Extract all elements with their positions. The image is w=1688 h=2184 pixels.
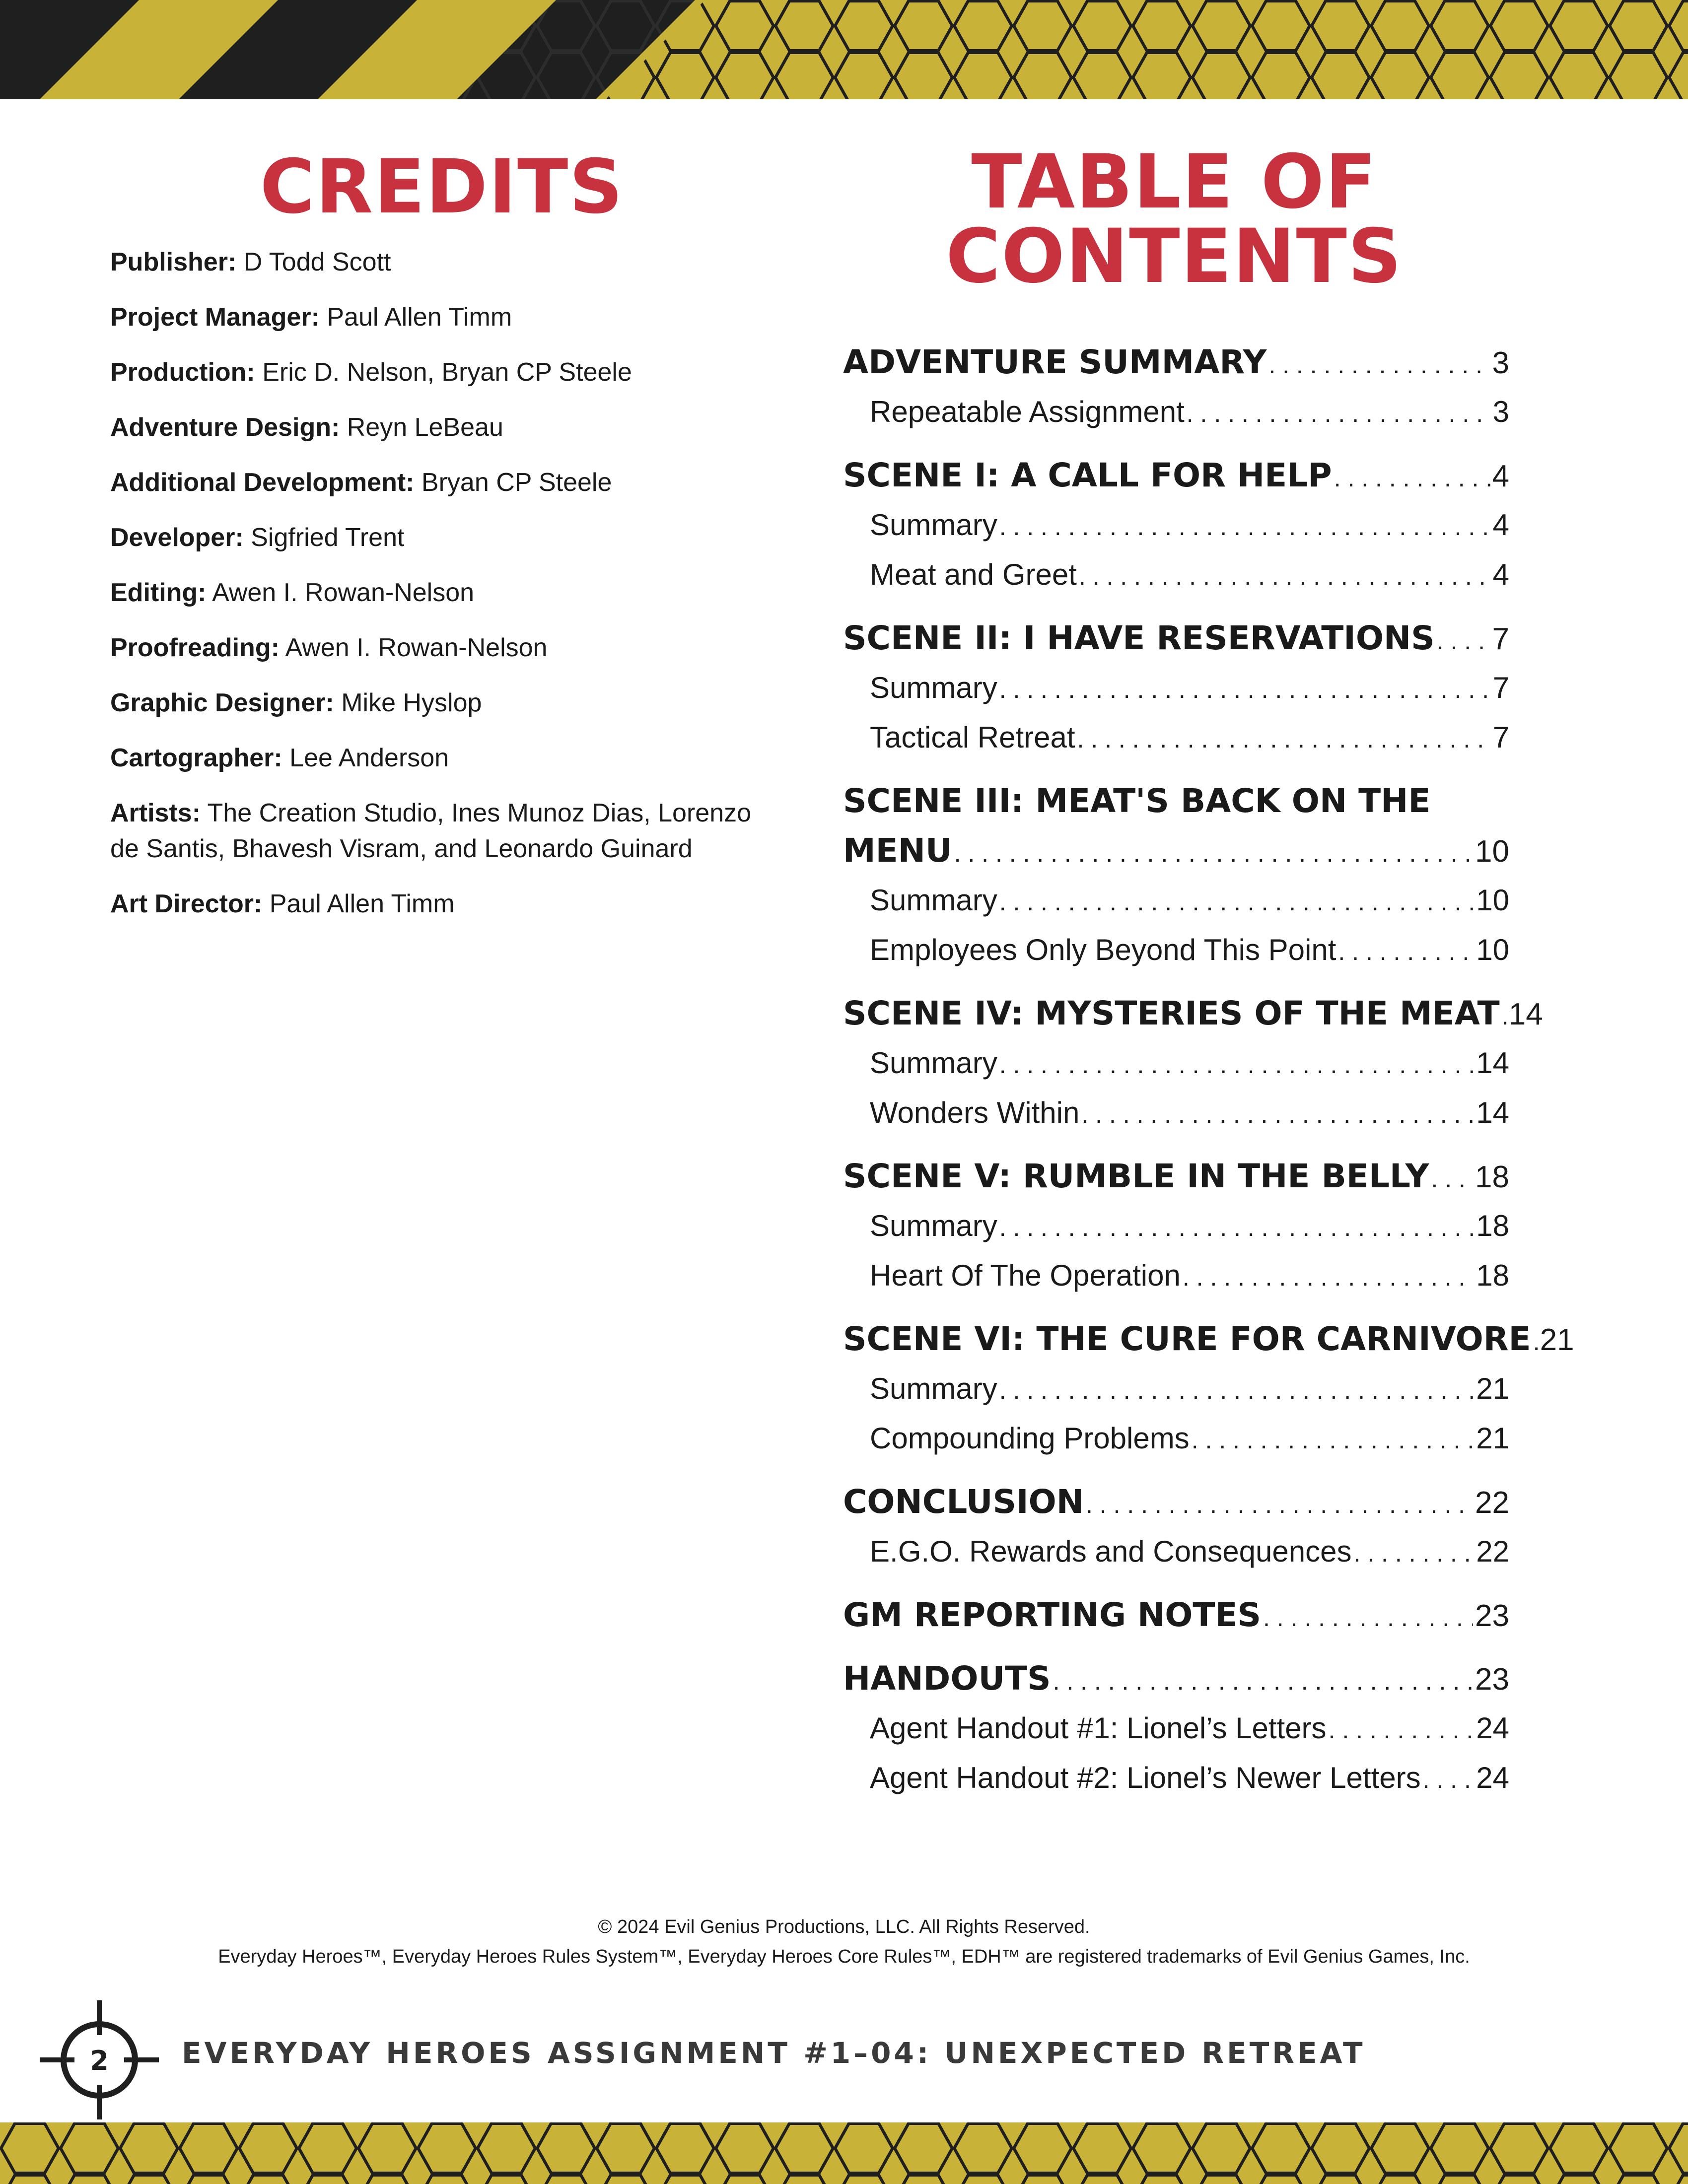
toc-entry-title: GM REPORTING NOTES <box>843 1596 1262 1634</box>
toc-entry-page: 7 <box>1492 622 1509 656</box>
footer-title: EVERYDAY HEROES ASSIGNMENT #1–04: UNEXPECTED RETREAT <box>182 2036 1366 2070</box>
toc-entry[interactable] <box>843 614 1509 663</box>
credit-item <box>110 630 775 666</box>
toc-entry-page: 24 <box>1476 1711 1509 1745</box>
toc-entry-title: Agent Handout #1: Lionel’s Letters <box>870 1711 1327 1745</box>
toc-entry-title: Repeatable Assignment <box>870 395 1185 428</box>
credit-role: Additional Development: <box>110 468 415 497</box>
toc-leader-dots <box>1437 616 1490 666</box>
toc-entry-page: 22 <box>1475 1486 1509 1520</box>
toc-entry-title: Summary <box>870 1046 997 1080</box>
toc-entry[interactable] <box>843 1152 1509 1201</box>
toc-entry-title: Summary <box>870 508 997 542</box>
page-number: 2 <box>90 2045 109 2076</box>
table-of-contents <box>843 338 1574 1803</box>
toc-entry-title: Employees Only Beyond This Point <box>870 933 1336 966</box>
toc-entry[interactable] <box>843 925 1509 975</box>
toc-leader-dots <box>1338 927 1474 976</box>
toc-entry-page: 21 <box>1540 1323 1574 1357</box>
credit-item <box>110 410 775 445</box>
toc-entry-title: Tactical Retreat <box>870 721 1075 754</box>
toc-leader-dots <box>1268 340 1490 390</box>
credit-item <box>110 465 775 500</box>
toc-leader-dots <box>1086 1480 1473 1529</box>
toc-heading-line2: CONTENTS <box>946 213 1403 300</box>
toc-entry-page: 23 <box>1475 1662 1509 1697</box>
toc-leader-dots <box>1533 1317 1538 1366</box>
toc-entry-title: Summary <box>870 1209 997 1242</box>
credit-item <box>110 244 775 280</box>
toc-entry-title: ADVENTURE SUMMARY <box>843 343 1267 381</box>
bottom-hazard-banner <box>0 2122 1688 2184</box>
toc-entry[interactable] <box>843 550 1509 600</box>
toc-entry[interactable] <box>843 1251 1509 1300</box>
toc-leader-dots <box>1187 389 1491 438</box>
page-number-marker <box>40 2000 159 2119</box>
toc-entry[interactable] <box>843 387 1509 437</box>
toc-entry-page: 3 <box>1492 346 1509 380</box>
toc-leader-dots <box>1263 1593 1473 1642</box>
hazard-stripe-graphic <box>0 0 1688 99</box>
credit-name: Lee Anderson <box>282 744 449 772</box>
toc-entry-title: CONCLUSION <box>843 1483 1084 1521</box>
toc-leader-dots <box>1192 1415 1475 1465</box>
credit-role: Developer: <box>110 523 244 552</box>
toc-entry-title: SCENE VI: THE CURE FOR CARNIVORE <box>843 1320 1531 1358</box>
credit-name: Eric D. Nelson, Bryan CP Steele <box>255 358 632 387</box>
toc-entry-title: Heart Of The Operation <box>870 1259 1181 1292</box>
credit-item <box>110 685 775 721</box>
credits-heading: CREDITS <box>260 144 624 230</box>
toc-leader-dots <box>1334 453 1490 503</box>
toc-entry[interactable] <box>843 1088 1509 1138</box>
toc-entry-page: 7 <box>1492 671 1509 704</box>
toc-entry-page: 18 <box>1475 1160 1509 1194</box>
trademark-line: Everyday Heroes™, Everyday Heroes Rules System™, Everyday Heroes Core Rules™, EDH™ are registered trademarks of Evil Genius Games, Inc. <box>218 1946 1470 1967</box>
toc-entry-title: Summary <box>870 671 997 704</box>
toc-entry-title: HANDOUTS <box>843 1659 1051 1698</box>
toc-entry-title: SCENE V: RUMBLE IN THE BELLY <box>843 1157 1429 1195</box>
toc-entry-title: Compounding Problems <box>870 1422 1190 1455</box>
toc-entry-page: 10 <box>1476 884 1509 917</box>
credit-item <box>110 740 775 776</box>
credit-role: Editing: <box>110 578 207 607</box>
toc-entry-title: E.G.O. Rewards and Consequences <box>870 1535 1352 1568</box>
toc-entry-page: 4 <box>1492 558 1509 591</box>
toc-entry[interactable] <box>843 1364 1509 1414</box>
toc-entry-page: 3 <box>1492 395 1509 428</box>
credit-role: Proofreading: <box>110 633 280 662</box>
credit-item <box>110 520 775 555</box>
toc-entry[interactable] <box>843 1753 1509 1803</box>
credit-name: Paul Allen Timm <box>262 889 455 918</box>
toc-heading-line1: TABLE OF <box>971 139 1377 225</box>
credit-role: Artists: <box>110 799 201 827</box>
credit-item <box>110 795 775 867</box>
toc-entry[interactable] <box>843 989 1543 1038</box>
credits-list <box>110 244 775 941</box>
toc-leader-dots <box>1077 714 1491 764</box>
honeycomb-pattern-graphic <box>0 2122 1688 2184</box>
toc-leader-dots <box>1079 551 1491 601</box>
toc-entry-page: 10 <box>1475 834 1509 869</box>
toc-entry-page: 14 <box>1508 997 1543 1031</box>
toc-leader-dots <box>1053 1656 1473 1706</box>
toc-entry-title: Summary <box>870 1372 997 1405</box>
credit-name: The Creation Studio, Ines Munoz Dias, Lorenzo de Santis, Bhavesh Visram, and Leonardo Guinard <box>110 799 752 863</box>
credit-name: Bryan CP Steele <box>414 468 612 497</box>
credit-name: Awen I. Rowan-Nelson <box>206 578 475 607</box>
toc-entry-page: 7 <box>1492 721 1509 754</box>
toc-entry[interactable] <box>843 663 1509 713</box>
toc-entry-page: 21 <box>1476 1422 1509 1455</box>
toc-entry-title: Meat and Greet <box>870 558 1077 591</box>
toc-leader-dots <box>1081 1090 1474 1139</box>
toc-entry-title: Summary <box>870 884 997 917</box>
toc-entry[interactable] <box>843 338 1509 387</box>
toc-entry[interactable] <box>843 1704 1509 1753</box>
credit-role: Project Manager: <box>110 303 320 332</box>
toc-entry[interactable] <box>843 826 1509 876</box>
toc-entry[interactable] <box>843 713 1509 762</box>
toc-leader-dots <box>1423 1755 1475 1804</box>
toc-entry-title-line1[interactable]: SCENE III: MEAT'S BACK ON THE <box>843 782 1431 820</box>
toc-leader-dots <box>999 1040 1475 1090</box>
credit-role: Adventure Design: <box>110 413 340 442</box>
toc-leader-dots <box>1502 991 1507 1041</box>
credit-name: Mike Hyslop <box>334 688 482 717</box>
credit-item <box>110 886 775 922</box>
credit-role: Cartographer: <box>110 744 282 772</box>
toc-heading <box>839 139 1509 300</box>
legal-notice <box>99 1912 1589 1972</box>
toc-leader-dots <box>1329 1705 1475 1755</box>
toc-entry-title: Agent Handout #2: Lionel’s Newer Letters <box>870 1761 1421 1794</box>
credit-name: Paul Allen Timm <box>319 303 512 332</box>
toc-entry[interactable] <box>843 1314 1574 1364</box>
toc-entry[interactable] <box>843 1654 1509 1704</box>
crosshair-icon <box>40 2000 159 2119</box>
toc-entry-title: SCENE I: A CALL FOR HELP <box>843 456 1332 494</box>
toc-entry-title: SCENE II: I HAVE RESERVATIONS <box>843 619 1435 657</box>
toc-entry-page: 14 <box>1476 1046 1509 1080</box>
toc-leader-dots <box>999 1365 1475 1415</box>
toc-entry-page: 18 <box>1476 1259 1509 1292</box>
toc-entry[interactable] <box>843 1590 1509 1640</box>
toc-entry[interactable] <box>843 1527 1509 1576</box>
toc-entry[interactable] <box>843 1038 1509 1088</box>
toc-entry-title: Wonders Within <box>870 1096 1080 1129</box>
toc-entry[interactable] <box>843 1477 1509 1527</box>
credit-name: D Todd Scott <box>236 248 391 276</box>
toc-entry-page: 21 <box>1476 1372 1509 1405</box>
credit-item <box>110 575 775 611</box>
toc-leader-dots <box>999 665 1491 714</box>
toc-entry-title: MENU <box>843 831 952 870</box>
toc-entry[interactable] <box>843 1414 1509 1463</box>
toc-entry-page: 4 <box>1492 459 1509 493</box>
toc-leader-dots <box>954 828 1473 878</box>
credit-role: Art Director: <box>110 889 263 918</box>
credit-item <box>110 354 775 390</box>
toc-entry[interactable] <box>843 500 1509 550</box>
toc-entry-page: 10 <box>1476 933 1509 966</box>
toc-leader-dots <box>1354 1528 1475 1578</box>
toc-leader-dots <box>999 1203 1475 1252</box>
toc-entry-page: 4 <box>1492 508 1509 542</box>
credit-role: Production: <box>110 358 255 387</box>
toc-entry-page: 23 <box>1475 1599 1509 1633</box>
toc-leader-dots <box>1431 1154 1473 1204</box>
credit-item <box>110 299 775 335</box>
toc-leader-dots <box>999 877 1475 927</box>
credit-name: Sigfried Trent <box>243 523 405 552</box>
toc-leader-dots <box>999 502 1491 551</box>
toc-entry-page: 24 <box>1476 1761 1509 1794</box>
credit-role: Graphic Designer: <box>110 688 334 717</box>
toc-leader-dots <box>1183 1252 1474 1302</box>
toc-entry-page: 14 <box>1476 1096 1509 1129</box>
toc-entry[interactable] <box>843 451 1509 500</box>
credit-name: Awen I. Rowan-Nelson <box>279 633 548 662</box>
top-hazard-banner <box>0 0 1688 99</box>
credit-role: Publisher: <box>110 248 237 276</box>
toc-entry-title: SCENE IV: MYSTERIES OF THE MEAT <box>843 994 1500 1032</box>
toc-entry[interactable] <box>843 1201 1509 1251</box>
credit-name: Reyn LeBeau <box>340 413 503 442</box>
toc-entry-page: 22 <box>1476 1535 1509 1568</box>
copyright-line: © 2024 Evil Genius Productions, LLC. All Rights Reserved. <box>598 1916 1090 1937</box>
toc-entry-page: 18 <box>1476 1209 1509 1242</box>
toc-entry[interactable] <box>843 876 1509 925</box>
